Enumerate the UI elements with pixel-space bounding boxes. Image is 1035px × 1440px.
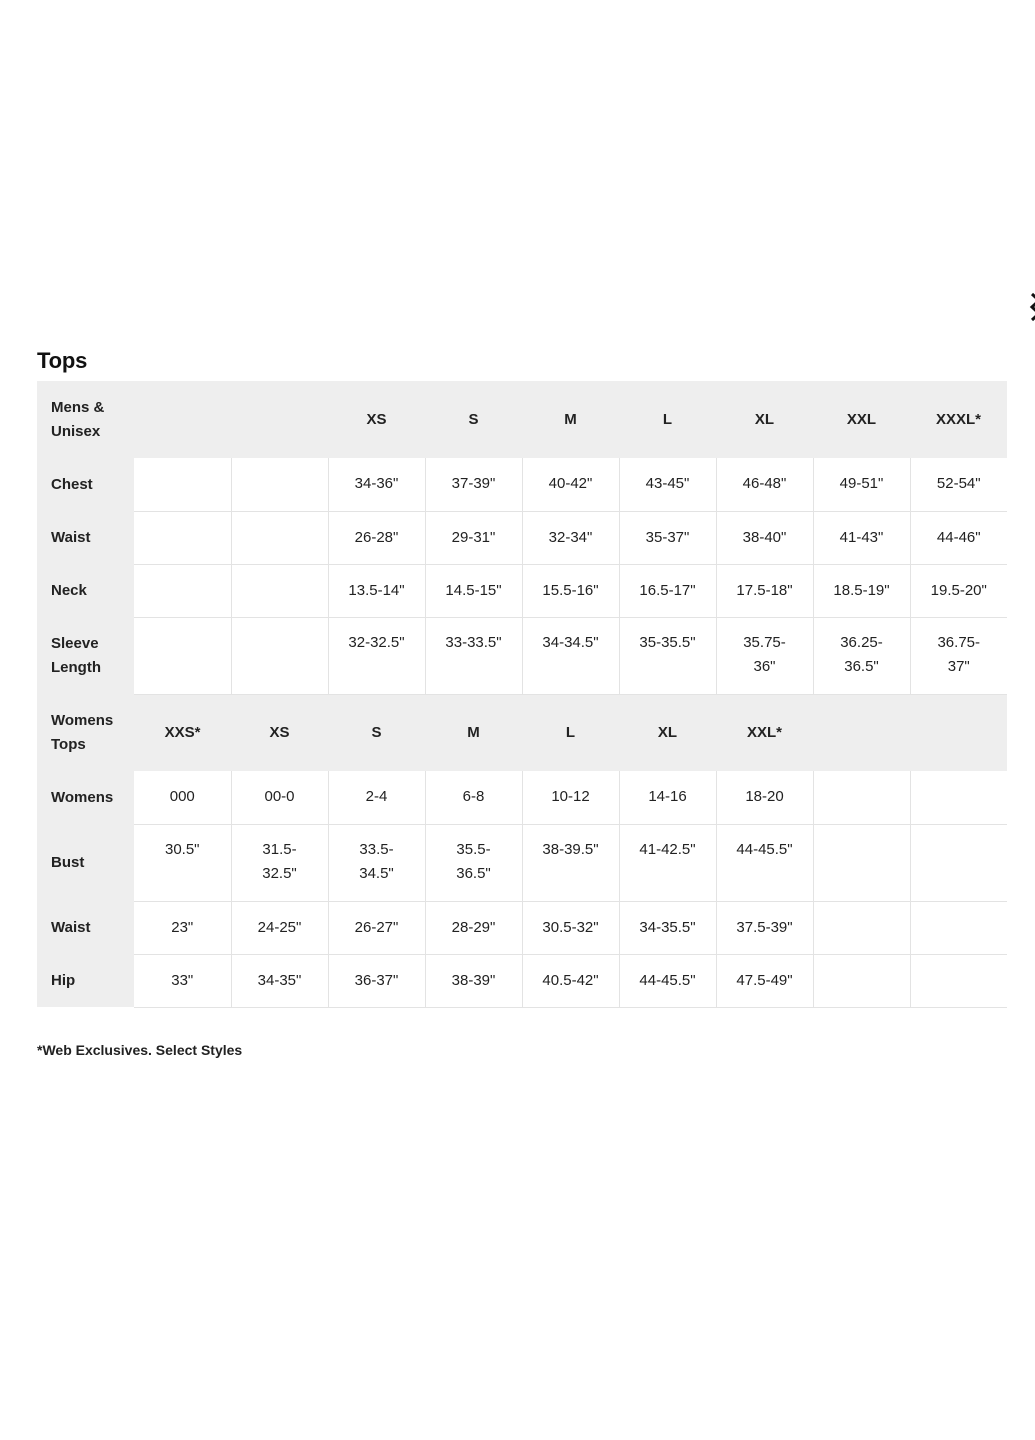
size-header-cell: XL — [716, 381, 813, 458]
mens-header-row — [37, 381, 1007, 458]
table-cell: 17.5-18" — [716, 564, 813, 617]
table-cell: 000 — [134, 771, 231, 824]
table-cell: 6-8 — [425, 771, 522, 824]
size-header-cell — [813, 694, 910, 771]
row-label: Bust — [37, 824, 134, 901]
table-cell: 36.25- 36.5" — [813, 617, 910, 694]
table-cell: 52-54" — [910, 458, 1007, 511]
table-cell: 46-48" — [716, 458, 813, 511]
table-cell: 38-39.5" — [522, 824, 619, 901]
table-cell: 14-16 — [619, 771, 716, 824]
table-cell — [910, 954, 1007, 1007]
table-cell: 41-43" — [813, 511, 910, 564]
footnote: *Web Exclusives. Select Styles — [37, 1042, 243, 1058]
table-cell: 34-35" — [231, 954, 328, 1007]
table-cell: 44-45.5" — [619, 954, 716, 1007]
table-cell: 32-34" — [522, 511, 619, 564]
table-cell — [910, 824, 1007, 901]
size-header-cell: M — [522, 381, 619, 458]
womens-section-label — [37, 694, 134, 771]
table-cell: 47.5-49" — [716, 954, 813, 1007]
table-cell: 18-20 — [716, 771, 813, 824]
table-cell — [813, 901, 910, 954]
size-header-cell: XXS* — [134, 694, 231, 771]
table-cell: 36-37" — [328, 954, 425, 1007]
row-label — [37, 617, 134, 694]
table-cell: 2-4 — [328, 771, 425, 824]
table-cell: 23" — [134, 901, 231, 954]
table-cell: 36.75- 37" — [910, 617, 1007, 694]
table-cell — [134, 511, 231, 564]
table-cell — [231, 511, 328, 564]
table-cell: 10-12 — [522, 771, 619, 824]
table-cell — [813, 954, 910, 1007]
table-cell: 19.5-20" — [910, 564, 1007, 617]
row-label-line: Length — [51, 658, 101, 676]
table-cell — [910, 771, 1007, 824]
table-cell: 34-34.5" — [522, 617, 619, 694]
table-cell: 30.5" — [134, 824, 231, 901]
womens-header-row — [37, 694, 1007, 771]
table-cell: 35.75- 36" — [716, 617, 813, 694]
size-header-cell — [231, 381, 328, 458]
close-icon[interactable] — [1026, 290, 1035, 324]
row-label-line: Tops — [51, 735, 86, 753]
table-row — [37, 771, 1007, 824]
table-cell: 00-0 — [231, 771, 328, 824]
table-cell: 44-45.5" — [716, 824, 813, 901]
table-cell: 37.5-39" — [716, 901, 813, 954]
table-cell: 38-39" — [425, 954, 522, 1007]
table-row — [37, 617, 1007, 694]
table-row — [37, 511, 1007, 564]
size-header-cell: XS — [328, 381, 425, 458]
table-cell — [813, 771, 910, 824]
size-header-cell: S — [425, 381, 522, 458]
size-header-cell: XL — [619, 694, 716, 771]
table-row — [37, 954, 1007, 1007]
row-label: Chest — [37, 458, 134, 511]
size-header-cell: XXL — [813, 381, 910, 458]
table-cell: 16.5-17" — [619, 564, 716, 617]
size-header-cell: S — [328, 694, 425, 771]
row-label: Hip — [37, 954, 134, 1007]
row-label-line: Mens & — [51, 398, 105, 416]
table-cell: 28-29" — [425, 901, 522, 954]
size-header-cell — [134, 381, 231, 458]
table-cell: 13.5-14" — [328, 564, 425, 617]
table-cell: 30.5-32" — [522, 901, 619, 954]
table-cell: 31.5- 32.5" — [231, 824, 328, 901]
table-cell: 43-45" — [619, 458, 716, 511]
table-cell: 34-36" — [328, 458, 425, 511]
table-cell: 41-42.5" — [619, 824, 716, 901]
table-cell: 33" — [134, 954, 231, 1007]
row-label: Waist — [37, 901, 134, 954]
table-cell: 49-51" — [813, 458, 910, 511]
table-cell: 35-35.5" — [619, 617, 716, 694]
row-label-line: Sleeve — [51, 634, 99, 652]
size-header-cell: XXXL* — [910, 381, 1007, 458]
size-header-cell: L — [522, 694, 619, 771]
size-header-cell: M — [425, 694, 522, 771]
table-cell: 33-33.5" — [425, 617, 522, 694]
table-cell: 32-32.5" — [328, 617, 425, 694]
size-chart-table — [37, 381, 1007, 1008]
table-row — [37, 824, 1007, 901]
table-cell: 26-27" — [328, 901, 425, 954]
table-cell — [134, 458, 231, 511]
table-cell: 14.5-15" — [425, 564, 522, 617]
table-cell: 38-40" — [716, 511, 813, 564]
table-cell — [134, 564, 231, 617]
table-cell — [231, 617, 328, 694]
table-cell: 37-39" — [425, 458, 522, 511]
table-cell: 44-46" — [910, 511, 1007, 564]
table-cell: 26-28" — [328, 511, 425, 564]
table-cell — [134, 617, 231, 694]
table-cell: 29-31" — [425, 511, 522, 564]
page-title: Tops — [37, 348, 88, 373]
table-cell — [813, 824, 910, 901]
table-cell: 35-37" — [619, 511, 716, 564]
size-header-cell: XXL* — [716, 694, 813, 771]
size-header-cell: L — [619, 381, 716, 458]
size-header-cell: XS — [231, 694, 328, 771]
table-row — [37, 901, 1007, 954]
table-cell: 40.5-42" — [522, 954, 619, 1007]
table-row — [37, 458, 1007, 511]
row-label-line: Womens — [51, 711, 114, 729]
table-cell: 34-35.5" — [619, 901, 716, 954]
table-cell — [910, 901, 1007, 954]
row-label: Neck — [37, 564, 134, 617]
row-label-line: Unisex — [51, 422, 101, 440]
table-row — [37, 564, 1007, 617]
row-label: Womens — [37, 771, 134, 824]
table-cell: 24-25" — [231, 901, 328, 954]
table-cell — [231, 564, 328, 617]
table-cell: 18.5-19" — [813, 564, 910, 617]
table-cell — [231, 458, 328, 511]
mens-section-label — [37, 381, 134, 458]
table-cell: 15.5-16" — [522, 564, 619, 617]
size-header-cell — [910, 694, 1007, 771]
table-cell: 35.5- 36.5" — [425, 824, 522, 901]
table-cell: 33.5- 34.5" — [328, 824, 425, 901]
table-cell: 40-42" — [522, 458, 619, 511]
row-label: Waist — [37, 511, 134, 564]
